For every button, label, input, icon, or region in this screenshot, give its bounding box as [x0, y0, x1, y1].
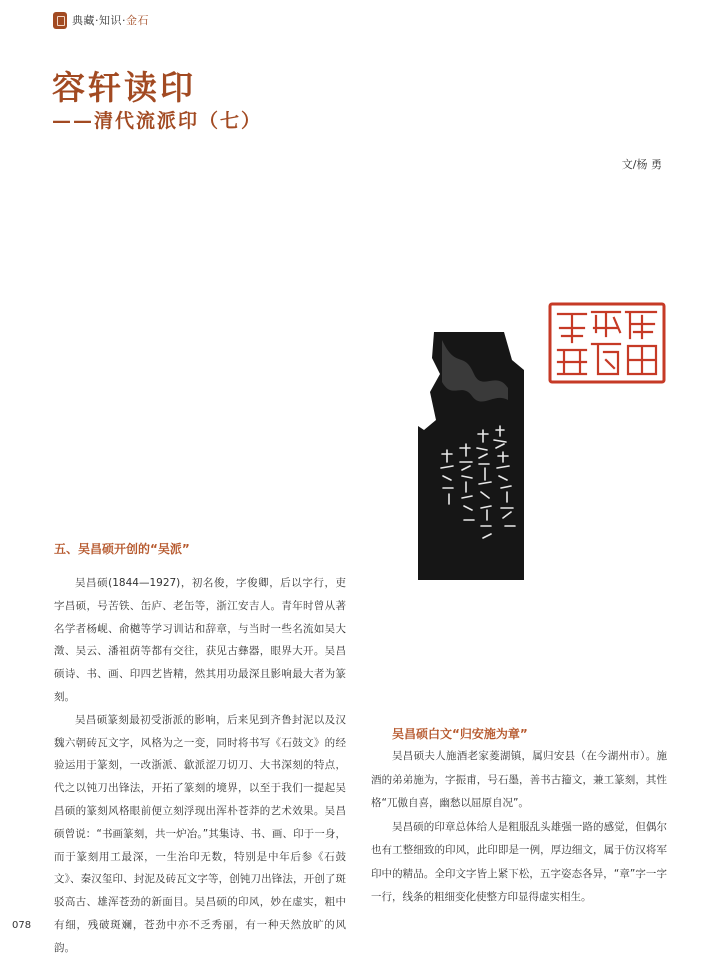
body-paragraph: 吴昌硕篆刻最初受浙派的影响，后来见到齐鲁封泥以及汉魏六朝砖瓦文字，风格为之一变，同时将书写《石鼓文》的经验运用于篆刻，一改浙派、歙派涩刀切刀、大书深刻的特点，代之以钝刀出锋法，开拓了篆刻的境界，以至于我们一提起吴昌硕的篆刻风格眼前便立刻浮现出浑朴苍莽的艺术效果。吴昌硕曾说：“书画篆刻，共一炉冶。”其集诗、书、画、印于一身，而于篆刻用工最深，一生治印无数，特别是中年后参《石鼓文》、秦汉玺印、封泥及砖瓦文字等，创钝刀出锋法，开创了斑驳高古、雄浑苍劲的新面目。吴昌硕的印风，妙在虚实，粗中有细，残破斑斓，苍劲中亦不乏秀丽，有一种天然放旷的风韵。	[54, 713, 346, 954]
article-body-left	[54, 572, 346, 960]
page-number: 078	[12, 920, 32, 931]
section-heading: 五、吴昌硕开创的“吴派”	[54, 542, 190, 556]
breadcrumb-category: 典藏·知识·	[72, 14, 126, 27]
caption-paragraph: 吴昌硕的印章总体给人是粗服乱头雄强一路的感觉，但偶尔也有工整细致的印风，此印即是一例，厚边细文，属于仿汉将军印中的精品。全印文字皆上紧下松，五字姿态各异，“章”字一字一行，线条的粗细变化使整方印显得虚实相生。	[371, 820, 667, 903]
caption-paragraph: 吴昌硕夫人施酒老家菱湖镇，属归安县（在今湖州市）。施酒的弟弟施为，字振甫，号石墨，善书古籀文，兼工篆刻，其性格“兀傲自喜，幽愁以屈原自况”。	[371, 750, 667, 809]
seal-impression-image	[548, 302, 666, 384]
seal-side-rubbing-image	[416, 330, 526, 582]
magazine-logo-icon	[53, 12, 67, 29]
article-title: 容轩读印	[52, 68, 196, 107]
figure-caption-body	[371, 745, 667, 910]
author-byline: 文/杨 勇	[621, 158, 662, 171]
body-paragraph: 吴昌硕(1844—1927)，初名俊，字俊卿，后以字行，吏字昌硕，号苦铁、缶庐、老缶等，浙江安吉人。青年时曾从著名学者杨岘、俞樾等学习训诂和辞章，与当时一些名流如吴大澂、吴云、潘祖荫等都有交往，获见古彝器，眼界大开。吴昌硕诗、书、画、印四艺皆精，然其用功最深且影响最大者为篆刻。	[54, 577, 346, 703]
figure-caption-title: 吴昌硕白文“归安施为章”	[392, 727, 528, 741]
breadcrumb-subcategory: 金石	[126, 14, 149, 27]
section-breadcrumb	[72, 12, 149, 28]
article-subtitle: ——清代流派印（七）	[52, 110, 263, 132]
